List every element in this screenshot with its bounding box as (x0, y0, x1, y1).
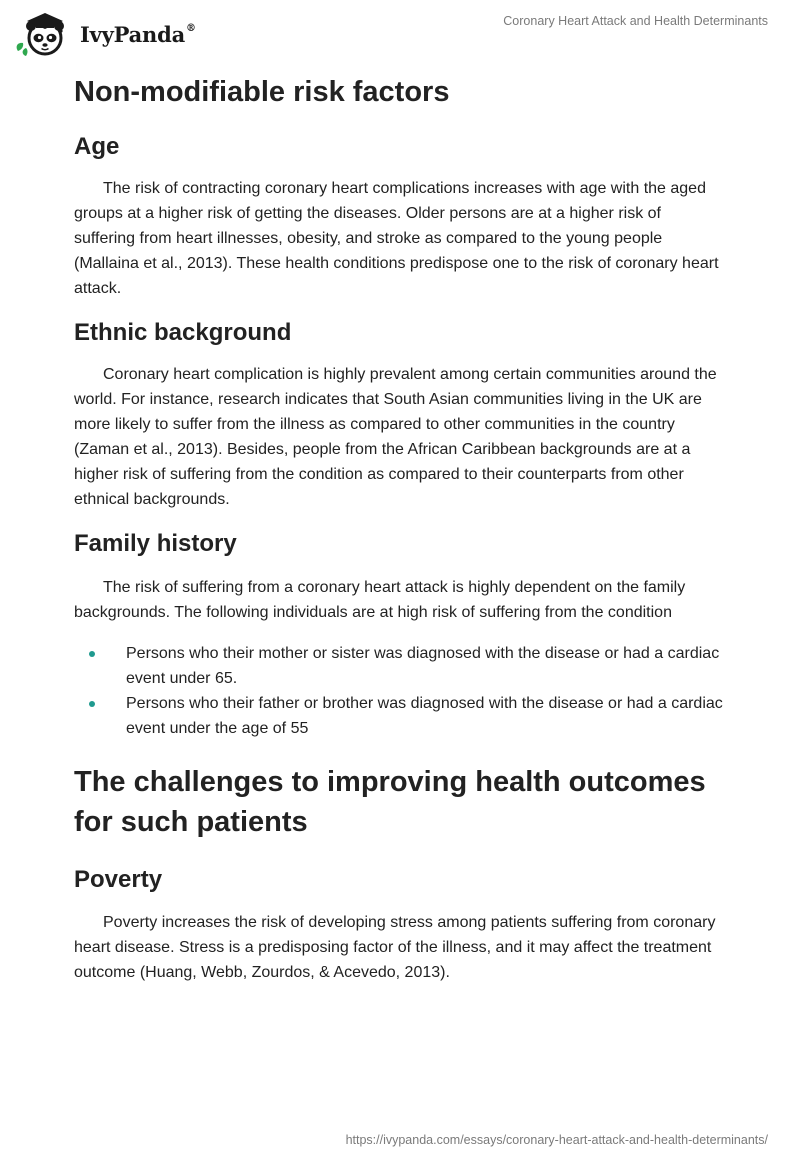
source-url[interactable]: https://ivypanda.com/essays/coronary-heart-attack-and-health-determinants/ (345, 1133, 768, 1147)
bullet-dot (89, 701, 95, 707)
paragraph-poverty: Poverty increases the risk of developing stress among patients suffering from coronary heart disease. Stress is a predisposing factor of the illness, and it may affect the treatment outcome (Huang, Webb, Zourdos, & Acevedo, 2013). (74, 914, 716, 981)
list-item: Persons who their father or brother was diagnosed with the disease or had a cardiac event under the age of 55 (74, 691, 724, 741)
heading-age: Age (74, 133, 120, 160)
essay-content (74, 72, 724, 985)
heading-poverty: Poverty (74, 866, 163, 893)
section-title-risk-factors: Non-modifiable risk factors (74, 76, 450, 108)
paragraph-family-history: The risk of suffering from a coronary heart attack is highly dependent on the family backgrounds. The following individuals are at high risk of suffering from the condition (74, 579, 686, 621)
document-title: Coronary Heart Attack and Health Determinants (503, 14, 768, 28)
registered-mark: ® (186, 22, 196, 34)
list-item: Persons who their mother or sister was diagnosed with the disease or had a cardiac event under 65. (74, 641, 724, 691)
panda-graduation-cap-icon (14, 9, 74, 57)
bullet-dot (89, 651, 95, 657)
section-title-challenges: The challenges to improving health outcomes for such patients (74, 766, 706, 838)
brand-name: IvyPanda® (80, 21, 196, 47)
paragraph-ethnic-background: Coronary heart complication is highly prevalent among certain communities around the world. For instance, research indicates that South Asian communities living in the UK are more likely to suffer from the illness as compared to other communities in the country (Zaman et al., 2013). Besides, people from the African Caribbean backgrounds are at a higher risk of suffering from the condition as compared to their counterparts from other ethnical backgrounds. (74, 366, 717, 508)
heading-family-history: Family history (74, 530, 237, 557)
paragraph-age: The risk of contracting coronary heart complications increases with age with the aged groups at a higher risk of getting the diseases. Older persons are at a higher risk of suffering from heart illnesses, obesity, and stroke as compared to the young people (Mallaina et al., 2013). These health conditions predispose one to the risk of coronary heart attack. (74, 180, 719, 297)
ivypanda-logo[interactable] (14, 9, 196, 57)
page-header (0, 0, 800, 64)
family-history-list (74, 641, 724, 741)
heading-ethnic-background: Ethnic background (74, 319, 292, 346)
